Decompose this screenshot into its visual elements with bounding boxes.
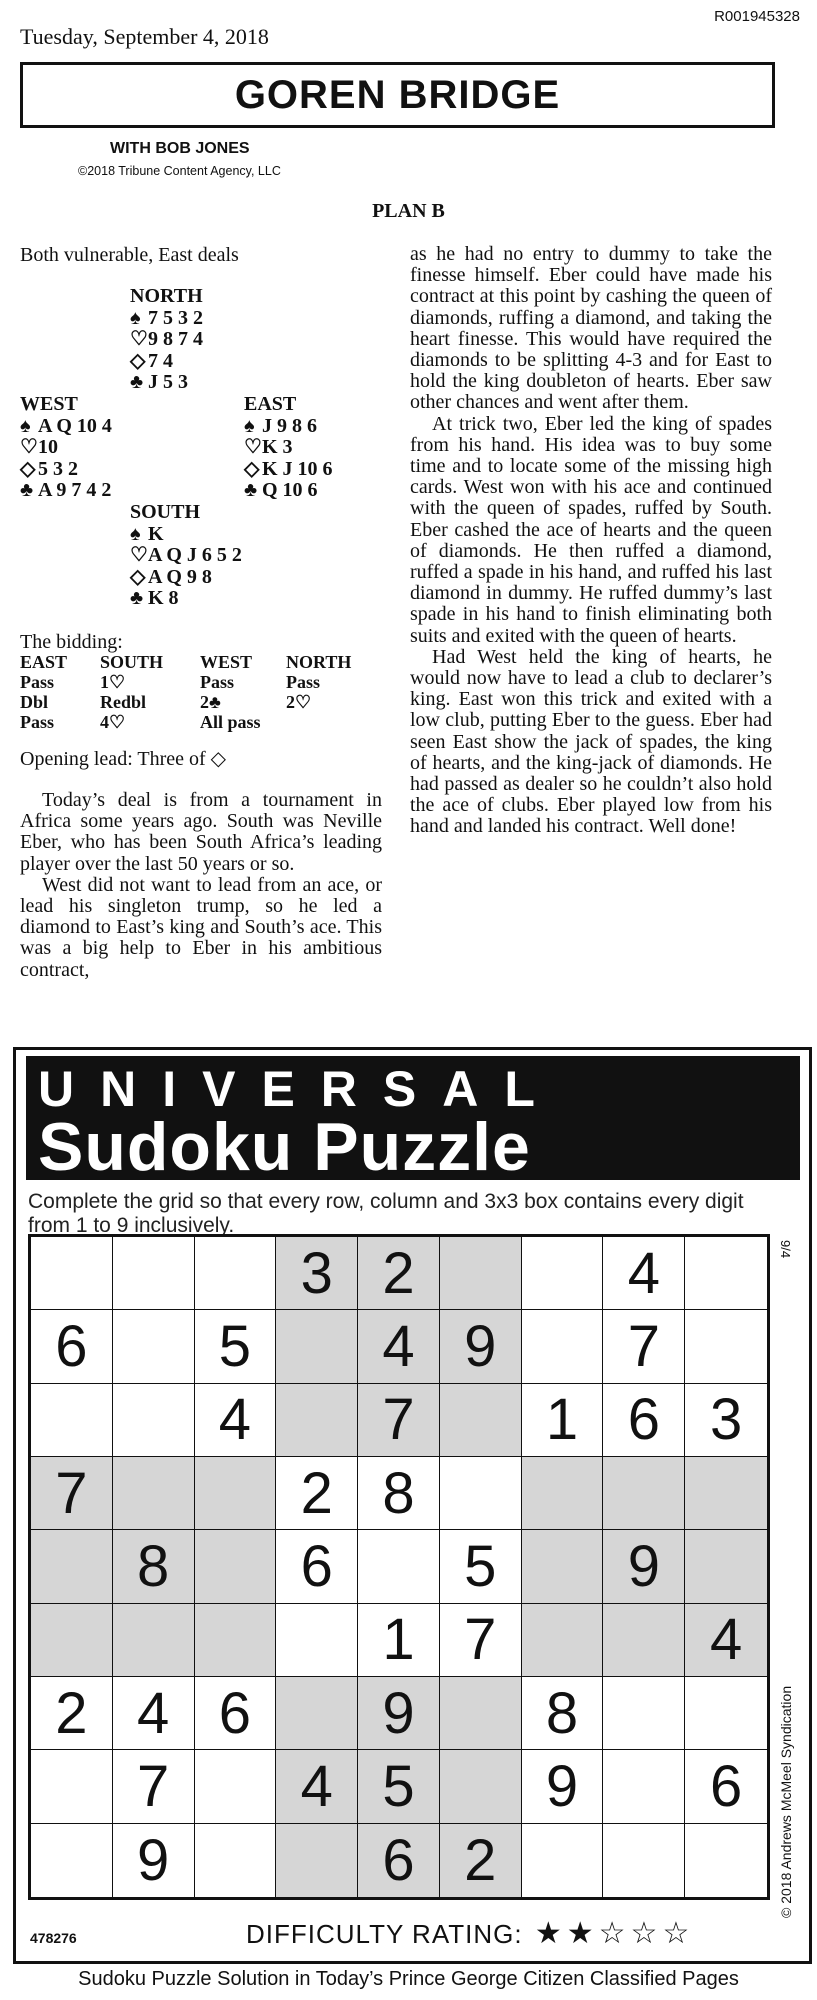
sudoku-cell: 1	[358, 1604, 440, 1677]
sudoku-cell[interactable]	[440, 1677, 522, 1750]
sudoku-banner	[26, 1056, 800, 1185]
sudoku-cell[interactable]	[440, 1384, 522, 1457]
sudoku-cell[interactable]	[522, 1457, 604, 1530]
bid-cell: Pass	[20, 712, 55, 732]
sudoku-cell[interactable]	[195, 1237, 277, 1310]
filled-star-icon: ★	[534, 1917, 563, 1950]
sudoku-cell[interactable]	[276, 1824, 358, 1897]
opening-lead: Opening lead: Three of ◇	[20, 748, 227, 770]
sudoku-cell: 9	[358, 1677, 440, 1750]
west-diamonds: 5 3 2	[38, 457, 78, 480]
club-icon: ♣	[130, 371, 144, 393]
difficulty-rating	[246, 1916, 690, 1951]
article-body-right	[410, 244, 772, 838]
sudoku-cell[interactable]	[603, 1824, 685, 1897]
sudoku-cell: 9	[113, 1824, 195, 1897]
sudoku-cell[interactable]	[113, 1457, 195, 1530]
spade-icon: ♠	[130, 522, 141, 545]
sudoku-cell[interactable]	[276, 1384, 358, 1457]
diamond-icon: ◇	[130, 349, 146, 372]
sudoku-cell: 7	[440, 1604, 522, 1677]
sudoku-cell: 7	[603, 1310, 685, 1383]
sudoku-cell: 6	[603, 1384, 685, 1457]
bidding-label: The bidding:	[20, 631, 123, 653]
article-paragraph: West did not want to lead from an ace, or lead his singleton trump, so he led a diamond to East’s king and South’s ace. This was a big help to Eber in his ambitious contract,	[20, 873, 382, 981]
sudoku-cell: 2	[358, 1237, 440, 1310]
south-clubs: K 8	[148, 587, 179, 609]
empty-star-icon: ☆	[662, 1917, 691, 1950]
heart-icon: ♡	[20, 436, 38, 458]
diamond-icon: ◇	[20, 457, 36, 480]
empty-star-icon: ☆	[630, 1917, 659, 1950]
north-clubs: J 5 3	[148, 371, 188, 393]
empty-star-icon: ☆	[598, 1917, 627, 1950]
bid-cell: Redbl	[100, 692, 147, 712]
sudoku-cell[interactable]	[276, 1677, 358, 1750]
sudoku-cell[interactable]	[603, 1677, 685, 1750]
sudoku-cell: 8	[522, 1677, 604, 1750]
west-spades: A Q 10 4	[38, 414, 112, 437]
sudoku-cell: 7	[113, 1750, 195, 1823]
sudoku-cell[interactable]	[31, 1750, 113, 1823]
sudoku-cell: 4	[276, 1750, 358, 1823]
sudoku-cell[interactable]	[685, 1457, 767, 1530]
sudoku-cell[interactable]	[685, 1237, 767, 1310]
article-paragraph: Today’s deal is from a tournament in Africa some years ago. South was Neville Eber, who has been South Africa’s leading player over the last 50 years or so.	[20, 789, 382, 875]
sudoku-cell[interactable]	[113, 1237, 195, 1310]
club-icon: ♣	[130, 587, 144, 609]
heart-icon: ♡	[244, 436, 262, 458]
sudoku-cell[interactable]	[440, 1237, 522, 1310]
article-paragraph: At trick two, Eber led the king of spades from his hand. His idea was to buy some time and to locate some of the missing high cards. West won with his ace and continued with the queen of spades, ruffed by South. Eber cashed the ace of hearts and the queen of diamonds. He then ruffed a diamond, ruffed a spade in his hand, and ruffed his last diamond in dummy. He ruffed dummy’s last spade in his hand to finish eliminating both suits and exited with the queen of hearts.	[410, 412, 772, 647]
sudoku-cell[interactable]	[31, 1384, 113, 1457]
bid-cell: 2♡	[286, 692, 312, 712]
sudoku-cell[interactable]	[522, 1310, 604, 1383]
bidding-header-row	[20, 652, 374, 672]
bid-cell: NORTH	[286, 652, 352, 672]
sudoku-cell: 7	[358, 1384, 440, 1457]
column-title: GOREN BRIDGE	[234, 72, 561, 117]
bid-cell	[286, 712, 374, 732]
club-icon: ♣	[244, 479, 258, 501]
sudoku-cell[interactable]	[603, 1604, 685, 1677]
sudoku-cell: 8	[113, 1530, 195, 1603]
sudoku-instructions: Complete the grid so that every row, column and 3x3 box contains every digit from 1 to 9 inclusively.	[28, 1190, 744, 1237]
west-label: WEST	[20, 393, 78, 415]
banner-universal: UNIVERSAL	[38, 1061, 561, 1117]
sudoku-cell[interactable]	[685, 1677, 767, 1750]
north-label: NORTH	[130, 285, 203, 307]
title-box	[20, 62, 775, 128]
sudoku-cell[interactable]	[195, 1457, 277, 1530]
south-hearts: A Q J 6 5 2	[148, 544, 242, 566]
sudoku-cell[interactable]	[31, 1237, 113, 1310]
bid-cell: 4♡	[100, 712, 126, 732]
sudoku-cell: 9	[522, 1750, 604, 1823]
diamond-icon: ◇	[244, 457, 260, 480]
sudoku-cell: 6	[31, 1310, 113, 1383]
sudoku-cell[interactable]	[522, 1530, 604, 1603]
sudoku-cell: 9	[440, 1310, 522, 1383]
publication-date: Tuesday, September 4, 2018	[20, 24, 269, 49]
sudoku-cell[interactable]	[522, 1604, 604, 1677]
sudoku-cell: 4	[685, 1604, 767, 1677]
west-hand	[20, 394, 112, 502]
heart-icon: ♡	[130, 544, 148, 566]
sudoku-cell[interactable]	[603, 1750, 685, 1823]
bid-cell: Pass	[200, 672, 235, 692]
sudoku-cell: 8	[358, 1457, 440, 1530]
south-hand	[130, 502, 242, 610]
sudoku-cell: 5	[358, 1750, 440, 1823]
east-hand	[244, 394, 333, 502]
south-diamonds: A Q 9 8	[148, 565, 212, 588]
bid-cell: EAST	[20, 652, 68, 672]
west-clubs: A 9 7 4 2	[38, 479, 112, 501]
sudoku-cell[interactable]	[440, 1457, 522, 1530]
sudoku-cell[interactable]	[685, 1824, 767, 1897]
sudoku-cell[interactable]	[31, 1604, 113, 1677]
sudoku-cell: 5	[195, 1310, 277, 1383]
sudoku-cell: 4	[358, 1310, 440, 1383]
east-label: EAST	[244, 393, 297, 415]
spade-icon: ♠	[244, 414, 255, 437]
bid-cell: Dbl	[20, 692, 49, 712]
east-clubs: Q 10 6	[262, 479, 318, 501]
sudoku-cell[interactable]	[113, 1310, 195, 1383]
club-icon: ♣	[20, 479, 34, 501]
spade-icon: ♠	[130, 306, 141, 329]
spade-icon: ♠	[20, 414, 31, 437]
bidding-row	[20, 672, 374, 692]
vulnerability-line: Both vulnerable, East deals	[20, 244, 239, 266]
sudoku-cell[interactable]	[195, 1824, 277, 1897]
sudoku-section	[13, 1047, 812, 1964]
sudoku-cell[interactable]	[31, 1530, 113, 1603]
sudoku-cell: 6	[358, 1824, 440, 1897]
sudoku-cell[interactable]	[685, 1530, 767, 1603]
banner-title: Sudoku Puzzle	[38, 1109, 531, 1185]
sudoku-cell[interactable]	[276, 1604, 358, 1677]
bid-cell: 2♣	[200, 692, 221, 712]
north-hand	[130, 286, 203, 394]
sudoku-cell[interactable]	[276, 1310, 358, 1383]
sudoku-cell: 6	[195, 1677, 277, 1750]
copyright: ©2018 Tribune Content Agency, LLC	[78, 164, 281, 178]
article-paragraph: Had West held the king of hearts, he would now have to lead a club to declarer’s king. East won this trick and exited with a low club, putting Eber to the guess. Eber had seen East show the jack of spades, the king of hearts, and the king-jack of diamonds. He had passed as dealer so he couldn’t also hold the ace of clubs. Eber played low from his hand and landed his contract. Well done!	[410, 645, 772, 838]
solution-note: Sudoku Puzzle Solution in Today’s Prince George Citizen Classified Pages	[78, 1968, 739, 1990]
article-paragraph: as he had no entry to dummy to take the finesse himself. Eber could have made his contract at this point by cashing the queen of diamonds, ruffing a diamond, and taking the heart finesse. This would have required the diamonds to be splitting 4-3 and for East to hold the king doubleton of hearts. Eber saw other chances and went after them.	[410, 243, 772, 414]
sudoku-cell[interactable]	[358, 1530, 440, 1603]
sudoku-cell[interactable]	[195, 1604, 277, 1677]
heart-icon: ♡	[130, 328, 148, 350]
bid-cell: Pass	[20, 672, 55, 692]
sudoku-cell: 3	[685, 1384, 767, 1457]
puzzle-id: 478276	[30, 1930, 77, 1946]
sudoku-cell[interactable]	[195, 1750, 277, 1823]
sudoku-cell: 7	[31, 1457, 113, 1530]
sudoku-cell: 5	[440, 1530, 522, 1603]
sudoku-cell: 2	[276, 1457, 358, 1530]
sudoku-cell[interactable]	[113, 1604, 195, 1677]
sudoku-cell[interactable]	[195, 1530, 277, 1603]
bid-cell: SOUTH	[100, 652, 164, 672]
south-label: SOUTH	[130, 501, 201, 523]
north-diamonds: 7 4	[148, 349, 173, 372]
bid-cell: 1♡	[100, 672, 126, 692]
sudoku-cell: 2	[440, 1824, 522, 1897]
difficulty-stars	[531, 1919, 691, 1949]
bid-cell: All pass	[200, 712, 261, 732]
puzzle-date-code: 9/4	[778, 1240, 793, 1259]
sudoku-cell: 4	[195, 1384, 277, 1457]
sudoku-cell: 9	[603, 1530, 685, 1603]
byline: WITH BOB JONES	[110, 140, 250, 157]
south-spades: K	[148, 522, 164, 545]
syndication-credit: © 2018 Andrews McMeel Syndication	[778, 1685, 794, 1918]
sudoku-cell: 1	[522, 1384, 604, 1457]
article-subtitle: PLAN B	[372, 200, 445, 222]
sudoku-cell[interactable]	[522, 1237, 604, 1310]
sudoku-grid	[28, 1234, 770, 1900]
diamond-icon: ◇	[130, 565, 146, 588]
north-hearts: 9 8 7 4	[148, 328, 203, 350]
sudoku-cell[interactable]	[685, 1310, 767, 1383]
sudoku-cell[interactable]	[440, 1750, 522, 1823]
east-spades: J 9 8 6	[262, 414, 317, 437]
west-hearts: 10	[38, 436, 58, 458]
north-spades: 7 5 3 2	[148, 306, 203, 329]
bidding-row	[20, 712, 374, 732]
east-diamonds: K J 10 6	[262, 457, 333, 480]
sudoku-cell[interactable]	[31, 1824, 113, 1897]
sudoku-cell[interactable]	[603, 1457, 685, 1530]
filled-star-icon: ★	[566, 1917, 595, 1950]
bid-cell: Pass	[286, 672, 321, 692]
bid-cell: WEST	[200, 652, 253, 672]
sudoku-cell: 4	[113, 1677, 195, 1750]
document-code: R001945328	[714, 8, 800, 25]
sudoku-cell: 4	[603, 1237, 685, 1310]
sudoku-cell[interactable]	[113, 1384, 195, 1457]
sudoku-cell: 6	[276, 1530, 358, 1603]
bidding-row	[20, 692, 374, 712]
bidding-table	[20, 652, 374, 732]
sudoku-cell: 3	[276, 1237, 358, 1310]
east-hearts: K 3	[262, 436, 293, 458]
sudoku-cell: 2	[31, 1677, 113, 1750]
article-body-left	[20, 790, 382, 981]
difficulty-label: DIFFICULTY RATING:	[246, 1919, 523, 1949]
sudoku-cell[interactable]	[522, 1824, 604, 1897]
sudoku-cell: 6	[685, 1750, 767, 1823]
